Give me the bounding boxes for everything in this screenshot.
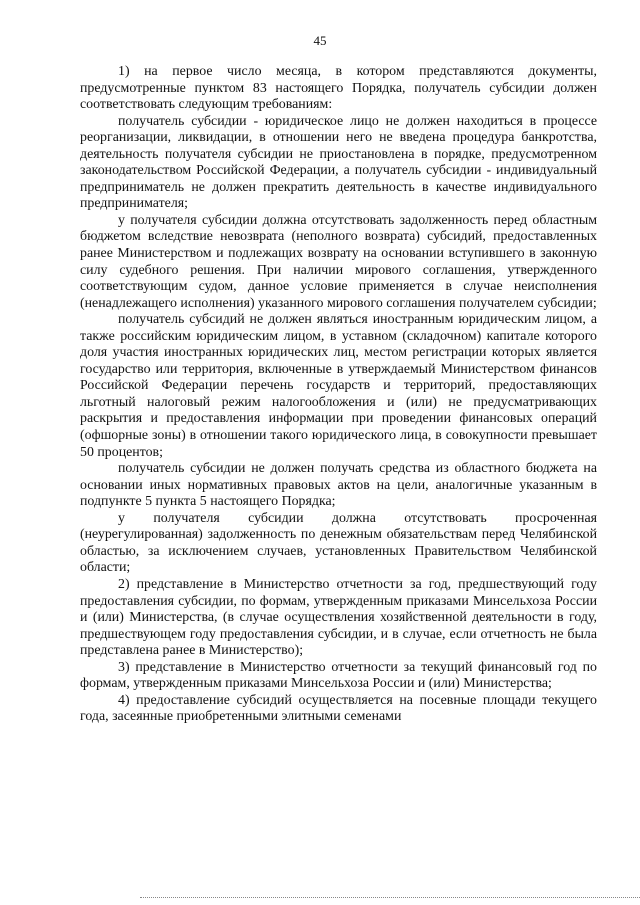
paragraph-5: получатель субсидии не должен получать средства из областного бюджета на основании иных нормативных правовых актов на цели, аналогичные указанным в подпункте 5 пункта 5 настоящего Порядка; <box>80 461 597 510</box>
paragraph-8: 3) представление в Министерство отчетности за текущий финансовый год по формам, утвержденным приказами Минсельхоза России и (или) Министерства; <box>80 659 597 692</box>
paragraph-7: 2) представление в Министерство отчетности за год, предшествующий году предоставления субсидии, по формам, утвержденным приказами Минсельхоза России и (или) Министерства, (в случае осуществления хозяйственной деятельности в году, предшествующем году предоставления субсидии, и в случае, если отчетность не была представлена ранее в Министерство); <box>80 576 597 659</box>
paragraph-2: получатель субсидии - юридическое лицо не должен находиться в процессе реорганизации, ликвидации, в отношении него не введена процедура банкротства, деятельность получателя субсидии не приостановлена в порядке, предусмотренном законодательством Российской Федерации, а получатель субсидии - индивидуальный предприниматель не должен прекратить деятельность в качестве индивидуального предпринимателя; <box>80 113 597 212</box>
paragraph-9: 4) предоставление субсидий осуществляется на посевные площади текущего года, засеянные приобретенными элитными семенами <box>80 692 597 725</box>
paragraph-3: у получателя субсидии должна отсутствовать задолженность перед областным бюджетом вследствие невозврата (неполного возврата) субсидий, предоставленных ранее Министерством и подлежащих возврату на основании вступившего в законную силу судебного решения. При наличии мирового соглашения, утвержденного соответствующим судом, данное условие применяется в случае неисполнения (ненадлежащего исполнения) указанного мирового соглашения получателем субсидии; <box>80 212 597 311</box>
paragraph-1: 1) на первое число месяца, в котором представляются документы, предусмотренные пунктом 83 настоящего Порядка, получатель субсидии должен соответствовать следующим требованиям: <box>80 64 597 113</box>
bottom-divider <box>140 897 640 898</box>
document-body <box>80 64 597 726</box>
paragraph-6: у получателя субсидии должна отсутствовать просроченная (неурегулированная) задолженность по денежным обязательствам перед Челябинской областью, за исключением случаев, установленных Правительством Челябинской области; <box>80 510 597 576</box>
paragraph-4: получатель субсидий не должен являться иностранным юридическим лицом, а также российским юридическим лицом, в уставном (складочном) капитале которого доля участия иностранных юридических лиц, местом регистрации которых является государство или территория, включенные в утверждаемый Министерством финансов Российской Федерации перечень государств и территорий, предоставляющих льготный налоговый режим налогообложения и (или) не предусматривающих раскрытия и предоставления информации при проведении финансовых операций (офшорные зоны) в отношении такого юридического лица, в совокупности превышает 50 процентов; <box>80 312 597 460</box>
page-number: 45 <box>313 33 327 48</box>
